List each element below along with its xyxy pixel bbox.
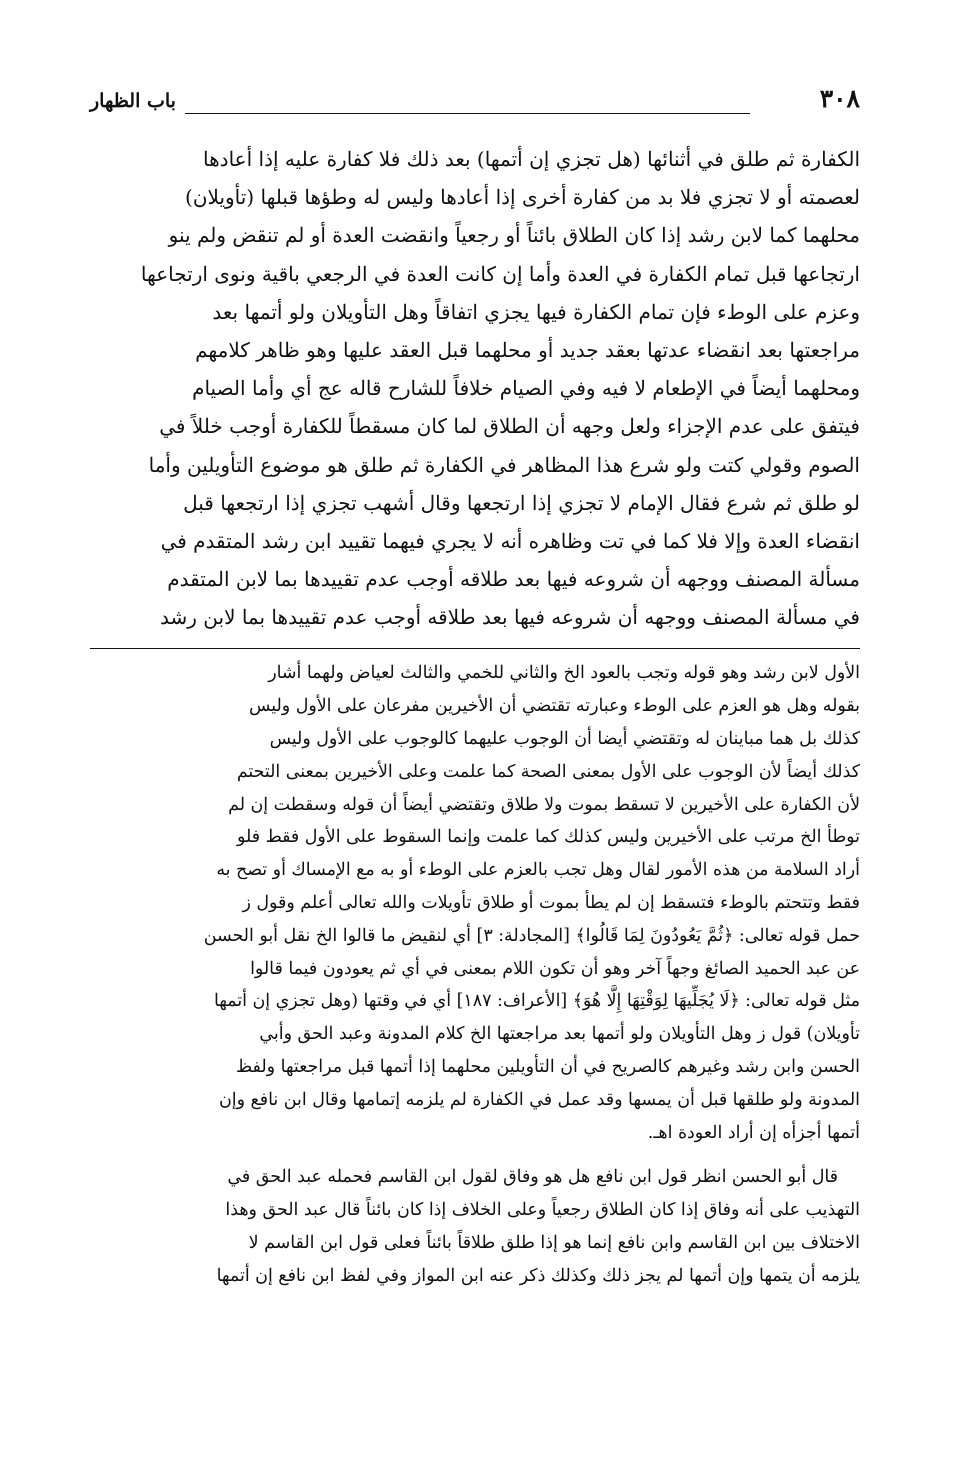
footnote-line: بقوله وهل هو العزم على الوطء وعبارته تقتضي أن الأخيرين مفرعان على الأول وليس (249, 696, 860, 717)
header-rule (185, 113, 750, 114)
footnote-line: التهذيب على أنه وفاق إذا كان الطلاق رجعياً وعلى الخلاف إذا كان بائناً قال عبد الحق وهذا (225, 1200, 860, 1221)
text-line: ارتجاعها قبل تمام الكفارة في العدة وأما إن كانت العدة في الرجعي باقية ونوى ارتجاعها (140, 261, 860, 286)
footnote-line: المدونة ولو طلقها قبل أن يمسها وقد عمل في الكفارة لم يلزمه إتمامها وقال ابن نافع وإن (219, 1089, 860, 1110)
text-line: انقضاء العدة وإلا فلا كما في تت وظاهره أنه لا يجري فيهما تقييد ابن رشد المتقدم في (160, 528, 860, 553)
text-line: مسألة المصنف ووجهه أن شروعه فيها بعد طلاقه أوجب عدم تقييدها بما لابن المتقدم (167, 567, 860, 592)
footnote-divider (90, 648, 860, 649)
footnote-line: لأن الكفارة على الأخيرين لا تسقط بموت ولا طلاق وتقتضي أيضاً أن قوله وسقطت إن لم (228, 794, 860, 815)
text-line: الكفارة ثم طلق في أثنائها (هل تجزي إن أتمها) بعد ذلك فلا كفارة عليه إذا أعادها (203, 147, 860, 171)
book-page (90, 84, 860, 1293)
running-title: باب الظهار (90, 90, 176, 112)
footnote-line: توطأ الخ مرتب على الأخيرين وليس كذلك كما علمت وإنما السقوط على الأول فقط فلو (237, 827, 860, 848)
text-line: وعزم على الوطء فإن تمام الكفارة فيها يجزي اتفاقاً وهل التأويلان ولو أتمها بعد (212, 299, 860, 324)
footnote-line: قال أبو الحسن انظر قول ابن نافع هل هو وفاق لقول ابن القاسم فحمله عبد الحق في (227, 1167, 838, 1188)
text-line: الصوم وقولي كتت ولو شرع هذا المظاهر في الكفارة ثم طلق هو موضوع التأويلين وأما (148, 452, 860, 477)
text-line: فيتفق على عدم الإجزاء ولعل وجهه أن الطلاق لما كان مسقطاً للكفارة أوجب خللاً في (159, 414, 860, 439)
page-header (90, 84, 860, 124)
main-text (90, 140, 860, 636)
footnote-line: حمل قوله تعالى: ﴿ثُمَّ يَعُودُونَ لِمَا قَالُوا﴾ [المجادلة: ٣] أي لنقيض ما قالوا الخ نقل أبو الحسن (203, 925, 860, 946)
text-line: مراجعتها بعد انقضاء عدتها بعقد جديد أو محلهما قبل العقد عليها وهو ظاهر كلامهم (195, 337, 860, 362)
text-line: ومحلهما أيضاً في الإطعام لا فيه وفي الصيام خلافاً للشارح قاله عج أي وأما الصيام (192, 376, 860, 401)
text-line: لعصمته أو لا تجزي فلا بد من كفارة أخرى إذا أعادها وليس له وطؤها قبلها (تأويلان) (185, 185, 860, 210)
footnote-line: يلزمه أن يتمها وإن أتمها لم يجز ذلك وكذلك ذكر عنه ابن المواز وفي لفظ ابن نافع إن أتمها (216, 1265, 860, 1286)
text-line: لو طلق ثم شرع فقال الإمام لا تجزي إذا ارتجعها وقال أشهب تجزي إذا ارتجعها قبل (183, 490, 860, 515)
footnote-line: عن عبد الحميد الصائغ وجهاً آخر وهو أن تكون اللام بمعنى في أي ثم يعودون فيما قالوا (250, 958, 860, 979)
footnote-paragraph (90, 1161, 860, 1292)
page-number: ٣٠٨ (819, 84, 860, 113)
footnote-line: فقط وتتحتم بالوطء فتسقط إن لم يطأ بموت أو طلاق تأويلات والله تعالى أعلم وقول ز (242, 893, 860, 914)
footnote-line: تأويلان) قول ز وهل التأويلان ولو أتمها بعد مراجعتها الخ كلام المدونة وعبد الحق وأبي (259, 1024, 860, 1045)
footnote-line: أراد السلامة من هذه الأمور لقال وهل تجب بالعزم على الوطء أو به مع الإمساك أو تصح به (216, 860, 860, 881)
footnote-line: الاختلاف بين ابن القاسم وابن نافع إنما هو إذا طلق طلاقاً بائناً فعلى قول ابن القاسم لا (248, 1232, 860, 1253)
footnote-line: كذلك بل هما مباينان له وتقتضي أيضا أن الوجوب عليهما كالوجوب على الأول وليس (269, 729, 860, 750)
footnote-line: أتمها أجزأه إن أراد العودة اهـ. (647, 1122, 860, 1143)
footnote-block (90, 657, 860, 1149)
text-line: في مسألة المصنف ووجهه أن شروعه فيها بعد طلاقه أوجب عدم تقييدها بما لابن رشد (160, 605, 860, 630)
footnote-line: الأول لابن رشد وهو قوله وتجب بالعود الخ والثاني للخمي والثالث لعياض ولهما أشار (268, 663, 860, 684)
footnote-line: مثل قوله تعالى: ﴿لَا يُجَلِّيهَا لِوَقْتِهَا إِلَّا هُوَ﴾ [الأعراف: ١٨٧] أي في وقتها (وهل تجزي إن أتمها (213, 991, 860, 1012)
footnote-line: كذلك أيضاً لأن الوجوب على الأول بمعنى الصحة كما علمت وعلى الأخيرين بمعنى التحتم (236, 761, 860, 782)
footnote-line: الحسن وابن رشد وغيرهم كالصريح في أن التأويلين محلهما إذا أتمها قبل مراجعتها ولفظ (236, 1057, 860, 1077)
text-line: محلهما كما لابن رشد إذا كان الطلاق بائناً أو رجعياً وانقضت العدة أو لم تنقض ولم ينو (168, 223, 860, 248)
